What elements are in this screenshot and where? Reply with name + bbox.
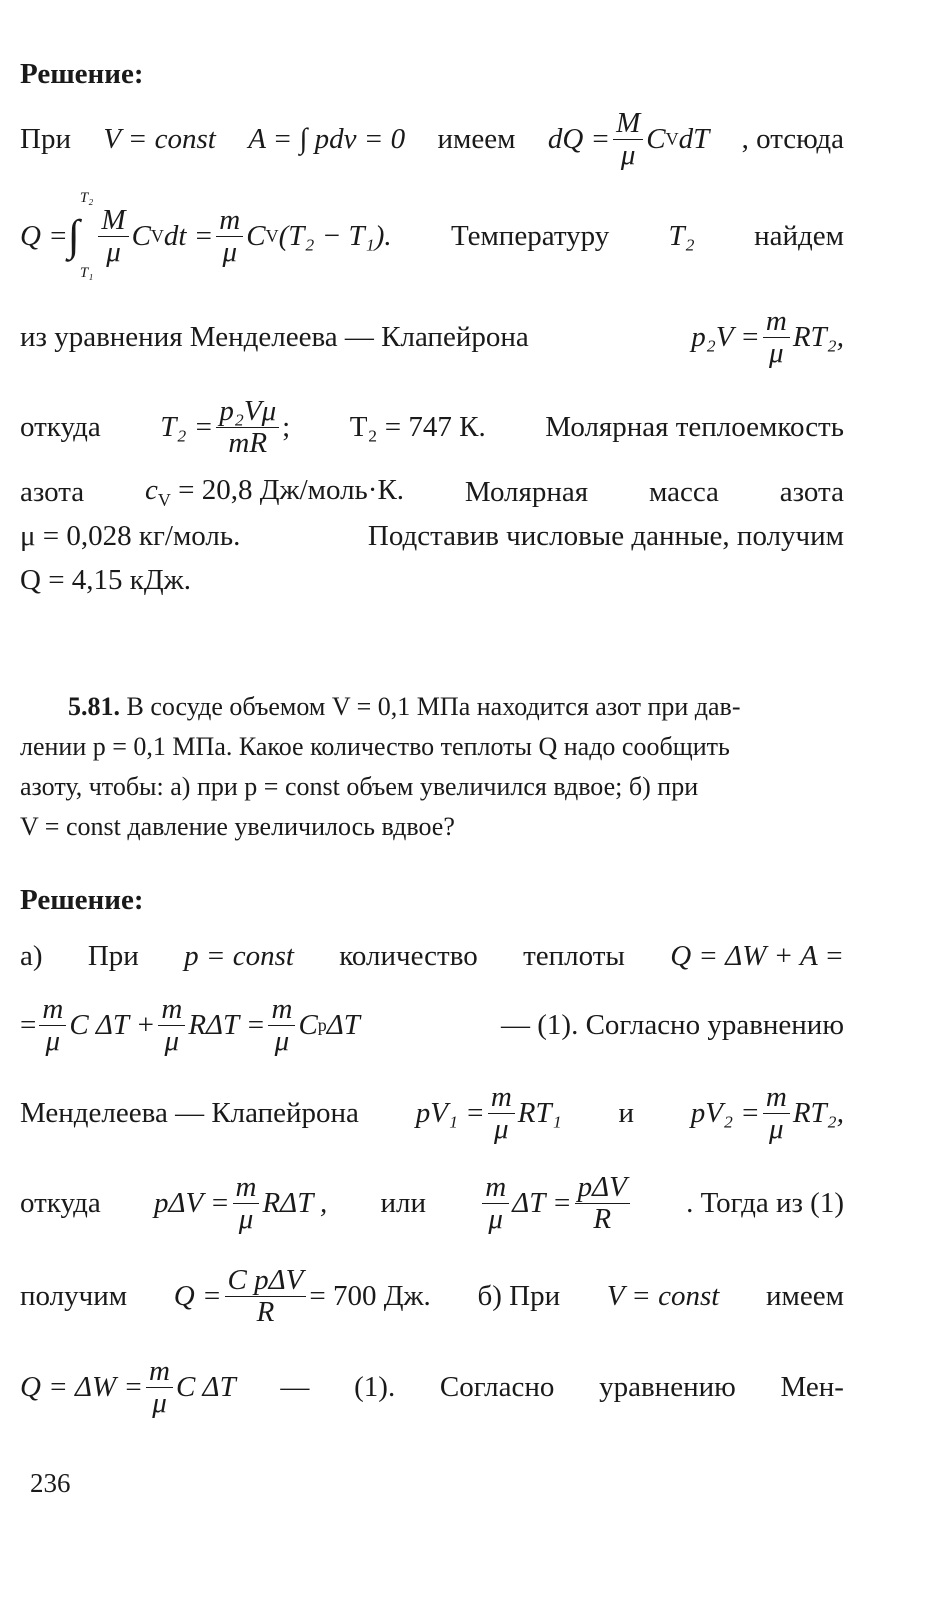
formula-t2: T₂ = $\frac{\text{p₂Vμ}}{mR}$ ; — [160, 395, 291, 459]
solution1-line4: откуда T₂ = $\frac{\text{p₂Vμ}}{mR}$ ; T₂ = 747 К. Молярная теплоемкость — [20, 395, 844, 459]
solution2-line6: Q = ΔW = $\frac{m}{\mu}$ C ΔT — (1). Согласно уравнению Мен- — [20, 1355, 844, 1419]
formula-pdv: pΔV = $\frac{m}{\mu}$ RΔT , — [153, 1171, 328, 1235]
solution2-line3: Менделеева — Клапейрона pV₁ = $\frac{m}{\mu}$ RT₁ и pV₂ = $\frac{m}{\mu}$ RT₂, — [20, 1081, 844, 1145]
formula-pv1: pV₁ = $\frac{m}{\mu}$ RT₁ — [415, 1081, 562, 1145]
formula-dt: m μ ΔT = pΔV R — [479, 1172, 633, 1234]
problem-line2: лении p = 0,1 МПа. Какое количество теплоты Q надо сообщить — [20, 732, 730, 761]
solution1-line2: Q = ∫ T₂ T₁ M μ C V dt = $\frac{m}{\mu}$ C V (T₂ − T₁). Температуру T₂ найдем — [20, 190, 844, 281]
formula-q-integral: Q = ∫ T₂ T₁ M μ C V dt = $\frac{m}{\mu}$ C V (T₂ − T₁). — [20, 190, 392, 281]
solution2-line1: а) При p = const количество теплоты Q = ΔW + A = — [20, 939, 844, 972]
page-number: 236 — [30, 1468, 71, 1498]
solution1-line6: μ = 0,028 кг/моль. Подставив числовые данные, получим — [20, 519, 844, 552]
problem-line1: 5.81. В сосуде объемом V = 0,1 МПа находится азот при дав- — [68, 692, 741, 721]
formula-q-result: Q = C pΔV R = 700 Дж. — [173, 1264, 431, 1328]
solution1-line1: При V = const A = ∫ pdv = 0 имеем dQ = $\frac{M}{\mu}$ C V dT , отсюда — [20, 107, 844, 171]
formula-q-v-const: Q = ΔW = $\frac{m}{\mu}$ C ΔT — [20, 1355, 236, 1419]
solution1-line3: из уравнения Менделеева — Клапейрона p₂V = $\frac{m}{\mu}$ RT₂, — [20, 305, 844, 369]
solution-heading: Решение: — [20, 58, 144, 90]
formula-dq: dQ = $\frac{M}{\mu}$ C V dT — [547, 107, 710, 171]
formula-mendeleev: p₂V = $\frac{m}{\mu}$ RT₂, — [691, 305, 844, 369]
solution1-line5: азота $c_V = 20,8$ Дж/моль·К. Молярная масса азота — [20, 473, 844, 510]
problem-line4: V = const давление увеличилось вдвое? — [20, 812, 455, 841]
formula-pv2: pV₂ = $\frac{m}{\mu}$ RT₂, — [690, 1081, 844, 1145]
solution2-heading: Решение: — [20, 884, 144, 916]
problem-line3: азоту, чтобы: а) при p = const объем увеличился вдвое; б) при — [20, 772, 699, 801]
solution2-line5: получим Q = C pΔV R = 700 Дж. б) При V = const имеем — [20, 1264, 844, 1328]
solution2-line2: = $\frac{m}{\mu}$ C ΔT + $\frac{m}{\mu}$ RΔT = $\frac{m}{\mu}$ C p ΔT — (1). Согласно уравнению — [20, 993, 844, 1057]
formula-q-p-const: = $\frac{m}{\mu}$ C ΔT + $\frac{m}{\mu}$ RΔT = $\frac{m}{\mu}$ C p ΔT — [20, 993, 360, 1057]
solution2-line4: откуда pΔV = $\frac{m}{\mu}$ RΔT , или m μ ΔT = pΔV R . Тогда из (1) — [20, 1171, 844, 1235]
solution1-line7: Q = 4,15 кДж. — [20, 563, 191, 596]
